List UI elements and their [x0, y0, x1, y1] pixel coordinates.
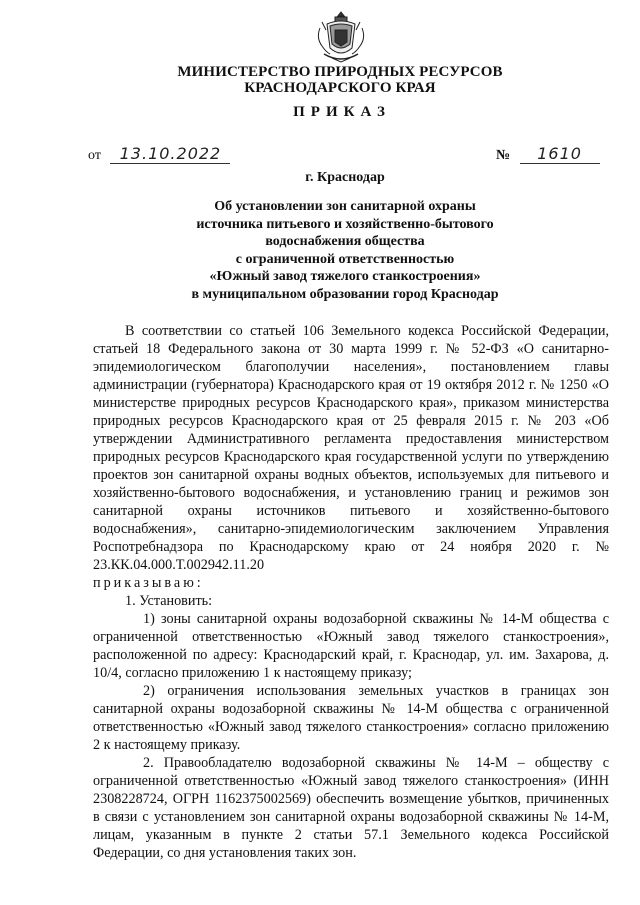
subject-line: источника питьевого и хозяйственно-бытового	[196, 216, 494, 232]
order-date: 13.10.2022	[110, 144, 230, 164]
subject-line: водоснабжения общества	[265, 234, 425, 249]
ministry-name	[0, 64, 640, 96]
order-subject	[0, 198, 640, 303]
number-prefix: №	[496, 148, 511, 163]
order-body	[93, 322, 609, 862]
ministry-line-1: МИНИСТЕРСТВО ПРИРОДНЫХ РЕСУРСОВ	[177, 64, 503, 80]
item-1-2-paragraph: 2) ограничения использования земельных участков в границах зон санитарной охраны водозаборной скважины № 14-М общества с ограниченной ответственностью «Южный завод тяжелого станкостроения» согласно приложению 2 к настоящему приказу.	[93, 683, 609, 753]
number-row	[496, 144, 600, 164]
subject-line: «Южный завод тяжелого станкостроения»	[209, 269, 481, 284]
item-1-1-paragraph: 1) зоны санитарной охраны водозаборной скважины № 14-М общества с ограниченной ответственностью «Южный завод тяжелого станкостроения», расположенной по адресу: Краснодарский край, г. Краснодар, ул. им. Захарова, д. 10/4, согласно приложению 1 к настоящему приказу;	[93, 611, 609, 681]
coat-of-arms-emblem	[312, 8, 370, 66]
item-1-title: 1. Установить:	[125, 593, 213, 609]
subject-line: с ограниченной ответственностью	[235, 251, 455, 267]
subject-line: Об установлении зон санитарной охраны	[214, 199, 476, 214]
item-2-paragraph: 2. Правообладателю водозаборной скважины № 14-М – обществу с ограниченной ответственностью «Южный завод тяжелого станкостроения» (ИНН 2308228724, ОГРН 1162375002569) обеспечить возмещение убытков, причиненных в связи с установлением зон санитарной охраны водозаборной скважины № 14-М, лицам, указанным в пункте 2 статьи 57.1 Земельного кодекса Российской Федерации, со дня установления таких зон.	[93, 755, 609, 861]
ministry-line-2: КРАСНОДАРСКОГО КРАЯ	[244, 80, 436, 96]
city-line: г. Краснодар	[305, 170, 385, 185]
order-number: 1610	[520, 144, 600, 164]
subject-line: в муниципальном образовании город Краснодар	[191, 286, 499, 302]
preamble-paragraph: В соответствии со статьей 106 Земельного кодекса Российской Федерации, статьей 18 Федерального закона от 30 марта 1999 г. № 52-ФЗ «О санитарно-эпидемиологическом благополучии населения», постановлением главы администрации (губернатора) Краснодарского края от 19 октября 2012 г. № 1250 «О министерстве природных ресурсов Краснодарского края», приказом министерства природных ресурсов Краснодарского края от 25 февраля 2015 г. № 203 «Об утверждении Административного регламента предоставления министерством природных ресурсов Краснодарского края государственной услуги по утверждению проектов зон санитарной охраны водных объектов, используемых для питьевого и хозяйственно-бытового водоснабжения, и установлению границ и режимов зон санитарной охраны источников питьевого и хозяйственно-бытового водоснабжения», санитарно-эпидемиологическим заключением Управления Роспотребнадзора по Краснодарскому краю от 24 ноября 2020 г. № 23.КК.04.000.Т.002942.11.20	[93, 323, 609, 573]
date-prefix: от	[88, 148, 101, 163]
date-row	[88, 144, 230, 164]
prikazyvayu-word: приказываю:	[93, 575, 204, 591]
document-type-title: ПРИКАЗ	[293, 104, 391, 120]
